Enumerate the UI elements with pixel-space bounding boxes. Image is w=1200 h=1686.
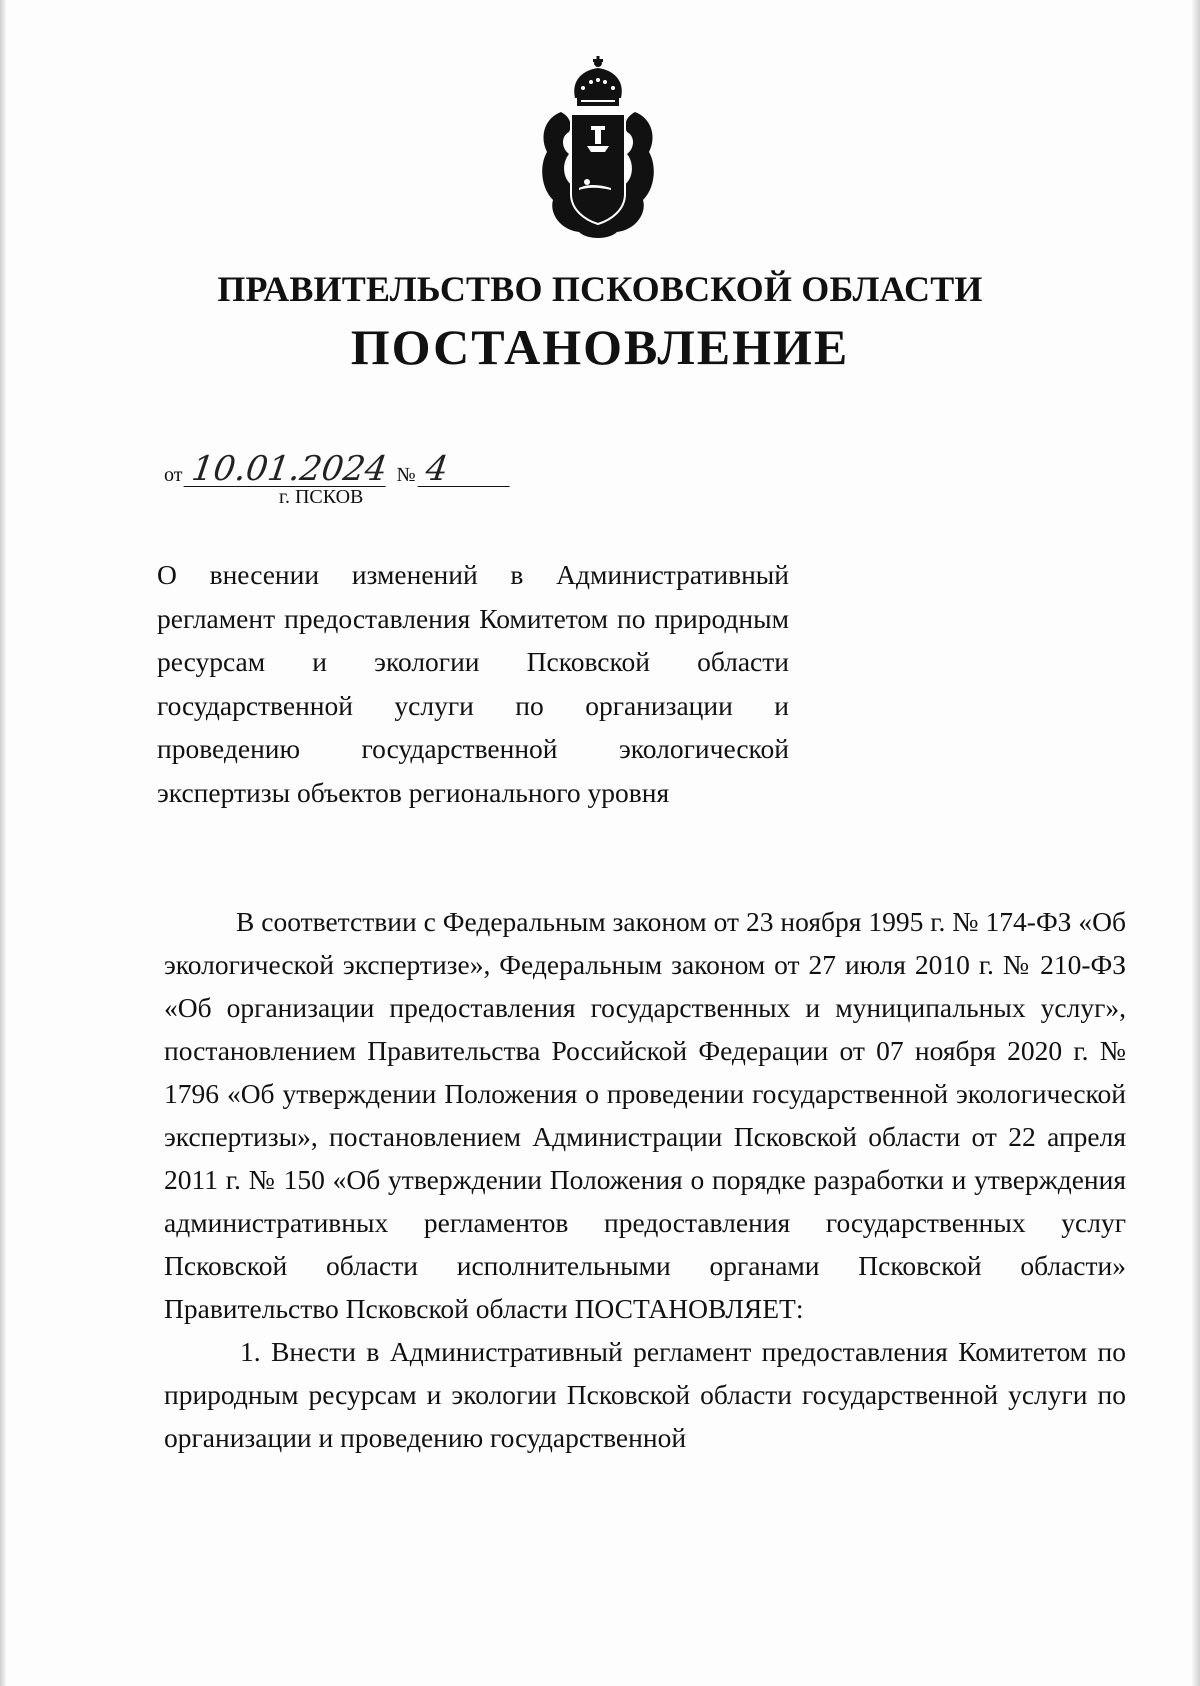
scan-edge-right — [1192, 0, 1200, 1686]
number-prefix: № — [396, 464, 416, 486]
scan-edge-left — [0, 0, 6, 1686]
issuing-authority: ПРАВИТЕЛЬСТВО ПСКОВСКОЙ ОБЛАСТИ — [217, 269, 983, 309]
coat-of-arms-icon — [531, 54, 665, 244]
document-subject: О внесении изменений в Административный регламент предоставления Комитетом по природным ресурсам и экологии Псковской области государственной услуги по организации и проведению государственной экологической экспертизы объектов регионального уровня — [157, 559, 789, 808]
document-body — [164, 900, 1126, 1459]
document-type-title: ПОСТАНОВЛЕНИЕ — [350, 319, 850, 375]
registration-line — [164, 449, 520, 489]
document-date: 10.01.2024 — [184, 452, 391, 487]
city-of-issue: г. ПСКОВ — [279, 486, 364, 508]
date-prefix: от — [164, 464, 183, 486]
document-number: 4 — [417, 452, 514, 487]
clause-1: 1. Внести в Административный регламент предоставления Комитетом по природным ресурсам и экологии Псковской области государственной услуги по организации и проведению государственной — [164, 1336, 1126, 1453]
preamble-paragraph: В соответствии с Федеральным законом от 23 ноября 1995 г. № 174-ФЗ «Об экологической экспертизе», Федеральным законом от 27 июля 2010 г. № 210-ФЗ «Об организации предоставления государственных и муниципальных услуг», постановлением Правительства Российской Федерации от 07 ноября 2020 г. № 1796 «Об утверждении Положения о проведении государственной экологической экспертизы», постановлением Администрации Псковской области от 22 апреля 2011 г. № 150 «Об утверждении Положения о порядке разработки и утверждения административных регламентов предоставления государственных услуг Псковской области исполнительными органами Псковской области» Правительство Псковской области ПОСТАНОВЛЯЕТ: — [164, 906, 1126, 1324]
